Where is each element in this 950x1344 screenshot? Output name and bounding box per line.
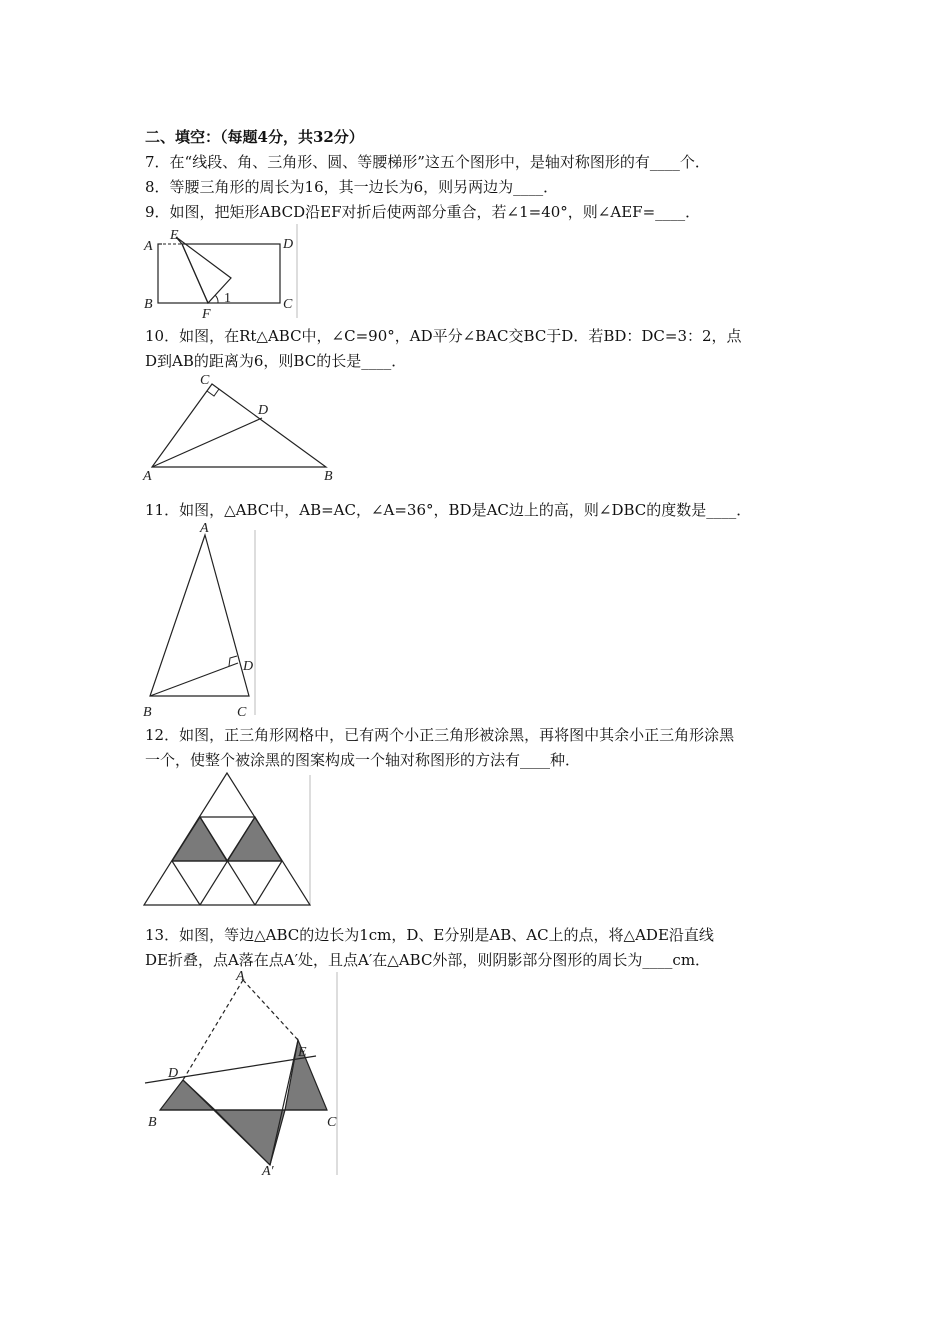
fig11-label-a: A — [200, 521, 209, 536]
question-8: 8．等腰三角形的周长为16，其一边长为6，则另两边为____． — [145, 178, 559, 196]
figure-11-isosceles-triangle — [140, 520, 265, 720]
rectangle-abcd — [158, 244, 280, 303]
fig13-label-a: A — [236, 969, 245, 984]
fig13-label-c: C — [327, 1115, 337, 1130]
fig9-label-e: E — [170, 228, 179, 243]
dashed-side-ad — [183, 980, 243, 1080]
fig9-label-angle: 1 — [224, 291, 231, 306]
fig11-label-d: D — [243, 659, 254, 674]
fig11-label-b: B — [143, 705, 152, 720]
fig9-label-c: C — [283, 297, 293, 312]
fig10-label-c: C — [200, 373, 210, 388]
fig9-label-f: F — [202, 307, 211, 322]
question-11: 11．如图，△ABC中，AB=AC，∠A=36°，BD是AC边上的高，则∠DBC的度数是____． — [145, 501, 752, 519]
question-10-line-1: 10．如图，在Rt△ABC中，∠C=90°，AD平分∠BAC交BC于D．若BD：DC=3：2，点 — [145, 327, 742, 345]
fig13-label-d: D — [168, 1066, 179, 1081]
question-12-line-2: 一个，使整个被涂黑的图案构成一个轴对称图形的方法有____种． — [145, 751, 581, 769]
fig9-label-a: A — [144, 239, 153, 254]
question-13-line-1: 13．如图，等边△ABC的边长为1cm，D、E分别是AB、AC上的点，将△ADE沿直线 — [145, 926, 714, 944]
shaded-region-bottom — [215, 1110, 285, 1165]
fig13-label-a-prime: A′ — [262, 1164, 274, 1179]
fig13-label-e: E — [298, 1045, 307, 1060]
shaded-triangle-right — [227, 817, 282, 861]
outer-triangle — [144, 773, 310, 905]
dashed-side-ae — [243, 980, 298, 1040]
fig10-label-d: D — [258, 403, 269, 418]
figure-10-right-triangle — [140, 372, 350, 484]
fig9-label-d: D — [283, 237, 294, 252]
question-7: 7．在“线段、角、三角形、圆、等腰梯形”这五个图形中，是轴对称图形的有____个． — [145, 153, 710, 171]
fig9-label-b: B — [144, 297, 153, 312]
figure-12-triangle-grid — [140, 770, 315, 910]
fold-line-ef — [182, 244, 208, 303]
fig13-label-b: B — [148, 1115, 157, 1130]
question-10-line-2: D到AB的距离为6，则BC的长是____． — [145, 352, 407, 370]
triangle-abc — [150, 535, 249, 696]
section-header: 二、填空：（每题4分，共32分） — [145, 128, 364, 146]
angle-1-arc — [215, 295, 218, 303]
fig10-label-a: A — [143, 469, 152, 484]
fig11-label-c: C — [237, 705, 247, 720]
figure-13-folded-triangle — [140, 970, 345, 1180]
shaded-triangle-left — [172, 817, 227, 861]
question-12-line-1: 12．如图，正三角形网格中，已有两个小正三角形被涂黑，再将图中其余小正三角形涂黑 — [145, 726, 735, 744]
bisector-ad — [152, 418, 262, 467]
altitude-bd — [150, 663, 238, 696]
question-9: 9．如图，把矩形ABCD沿EF对折后使两部分重合，若∠1=40°，则∠AEF=____． — [145, 203, 701, 221]
right-angle-mark — [207, 389, 219, 396]
fig10-label-b: B — [324, 469, 333, 484]
triangle-abc — [152, 384, 326, 467]
figure-9-folded-rectangle — [140, 222, 305, 320]
question-13-line-2: DE折叠，点A落在点A′处，且点A′在△ABC外部，则阴影部分图形的周长为____cm． — [145, 951, 711, 969]
